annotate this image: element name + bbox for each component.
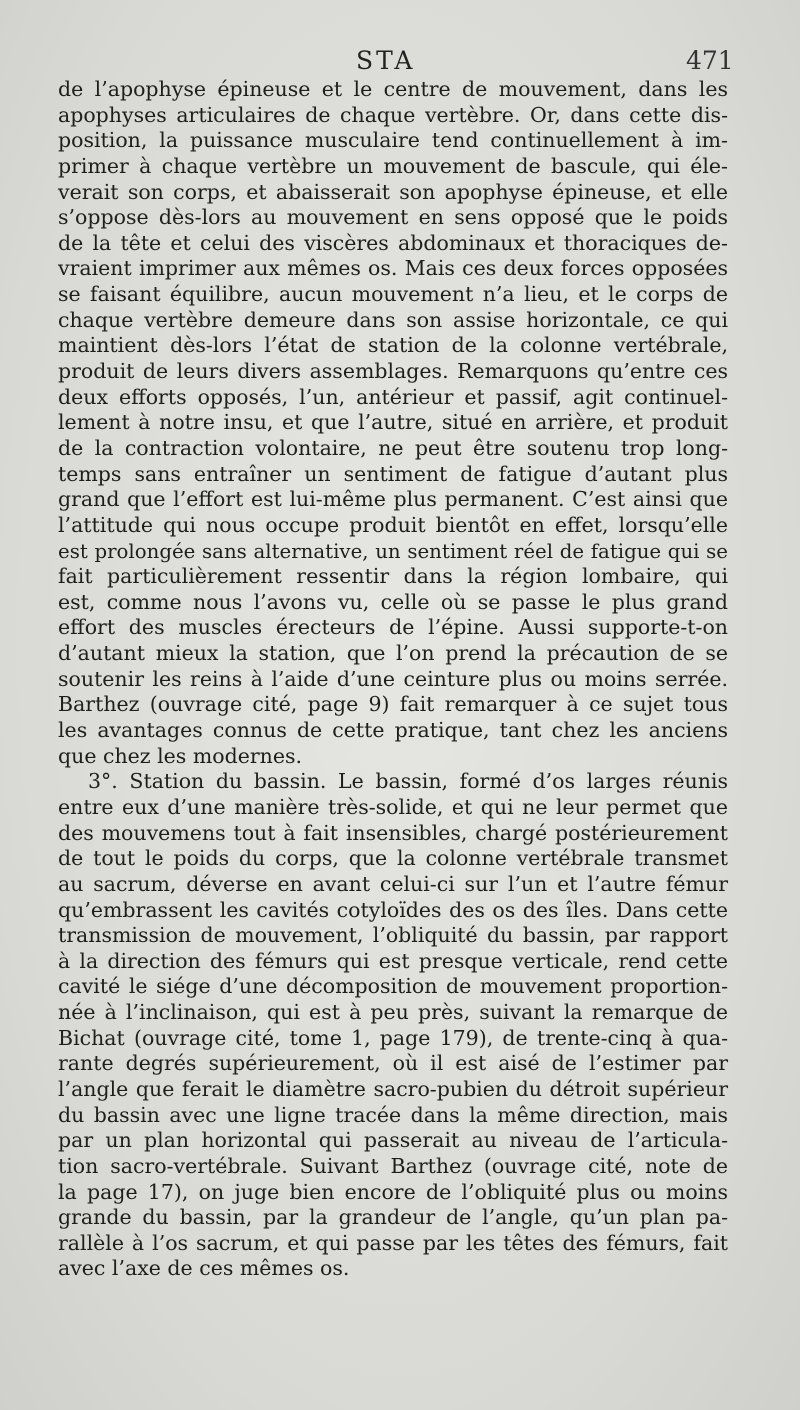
running-head-title: STA — [356, 46, 416, 75]
text-line: rante degrés supérieurement, où il est aisé de l’estimer par — [58, 1051, 728, 1076]
section-heading-line: 3°. Station du bassin. Le bassin, formé d’os larges réunis — [88, 769, 728, 794]
text-line: rallèle à l’os sacrum, et qui passe par les têtes des fémurs, fait — [58, 1230, 728, 1255]
text-line: apophyses articulaires de chaque vertèbre. Or, dans cette dis- — [58, 102, 728, 127]
paragraph-end-line: avec l’axe de ces mêmes os. — [58, 1256, 350, 1281]
text-line: de tout le poids du corps, que la colonne vertébrale transmet — [58, 846, 728, 871]
text-line: produit de leurs divers assemblages. Remarquons qu’entre ces — [58, 359, 728, 384]
text-line: de l’apophyse épineuse et le centre de mouvement, dans les — [58, 77, 728, 101]
text-line: cavité le siége d’une décomposition de mouvement proportion- — [58, 974, 728, 999]
text-line: position, la puissance musculaire tend continuellement à im- — [58, 128, 728, 153]
text-line: vraient imprimer aux mêmes os. Mais ces deux forces opposées — [58, 256, 728, 281]
text-line: du bassin avec une ligne tracée dans la même direction, mais — [58, 1102, 728, 1127]
text-line: lement à notre insu, et que l’autre, situé en arrière, et produit — [58, 410, 728, 435]
text-line: des mouvemens tout à fait insensibles, chargé postérieurement — [58, 820, 728, 845]
text-line: de la tête et celui des viscères abdominaux et thoraciques de- — [58, 230, 728, 255]
text-line: est prolongée sans alternative, un sentiment réel de fatigue qui se — [58, 539, 728, 563]
text-line: chaque vertèbre demeure dans son assise horizontale, ce qui — [58, 307, 728, 332]
text-line: temps sans entraîner un sentiment de fatigue d’autant plus — [58, 461, 728, 486]
text-line: d’autant mieux la station, que l’on prend la précaution de se — [58, 641, 728, 666]
text-line: deux efforts opposés, l’un, antérieur et passif, agit continuel- — [58, 384, 728, 409]
body-text — [58, 77, 728, 1282]
text-line: l’angle que ferait le diamètre sacro-pubien du détroit supérieur — [58, 1076, 728, 1101]
text-line: soutenir les reins à l’aide d’une ceinture plus ou moins serrée. — [58, 666, 728, 691]
text-line: verait son corps, et abaisserait son apophyse épineuse, et elle — [58, 179, 728, 204]
text-line: grande du bassin, par la grandeur de l’angle, qu’un plan pa- — [58, 1205, 728, 1230]
text-line: née à l’inclinaison, qui est à peu près, suivant la remarque de — [58, 1000, 728, 1025]
text-line: Barthez (ouvrage cité, page 9) fait remarquer à ce sujet tous — [58, 692, 728, 717]
text-line: qu’embrassent les cavités cotyloïdes des os des îles. Dans cette — [58, 897, 728, 922]
text-line: fait particulièrement ressentir dans la région lombaire, qui — [58, 564, 728, 589]
text-line: à la direction des fémurs qui est presque verticale, rend cette — [58, 948, 728, 973]
text-line: de la contraction volontaire, ne peut être soutenu trop long- — [58, 435, 728, 460]
text-line: se faisant équilibre, aucun mouvement n’a lieu, et le corps de — [58, 282, 728, 307]
page-number: 471 — [686, 46, 734, 75]
text-line: transmission de mouvement, l’obliquité du bassin, par rapport — [58, 923, 728, 948]
text-line: est, comme nous l’avons vu, celle où se passe le plus grand — [58, 589, 728, 614]
text-line: l’attitude qui nous occupe produit bientôt en effet, lorsqu’elle — [58, 512, 728, 537]
text-line: au sacrum, déverse en avant celui-ci sur l’un et l’autre fémur — [58, 871, 728, 896]
text-line: entre eux d’une manière très-solide, et qui ne leur permet que — [58, 794, 728, 819]
text-line: effort des muscles érecteurs de l’épine. Aussi supporte-t-on — [58, 615, 728, 640]
text-line: s’oppose dès-lors au mouvement en sens opposé que le poids — [58, 205, 728, 230]
text-line: primer à chaque vertèbre un mouvement de bascule, qui éle- — [58, 153, 728, 178]
text-line: les avantages connus de cette pratique, tant chez les anciens — [58, 718, 728, 743]
text-line: grand que l’effort est lui-même plus permanent. C’est ainsi que — [58, 487, 728, 512]
text-line: par un plan horizontal qui passerait au niveau de l’articula- — [58, 1128, 728, 1153]
text-line: Bichat (ouvrage cité, tome 1, page 179), de trente-cinq à qua- — [58, 1025, 728, 1050]
paragraph-end-line: que chez les modernes. — [58, 743, 303, 768]
text-line: la page 17), on juge bien encore de l’obliquité plus ou moins — [58, 1179, 728, 1204]
text-line: maintient dès-lors l’état de station de la colonne vertébrale, — [58, 333, 728, 358]
text-line: tion sacro-vertébrale. Suivant Barthez (ouvrage cité, note de — [58, 1153, 728, 1178]
